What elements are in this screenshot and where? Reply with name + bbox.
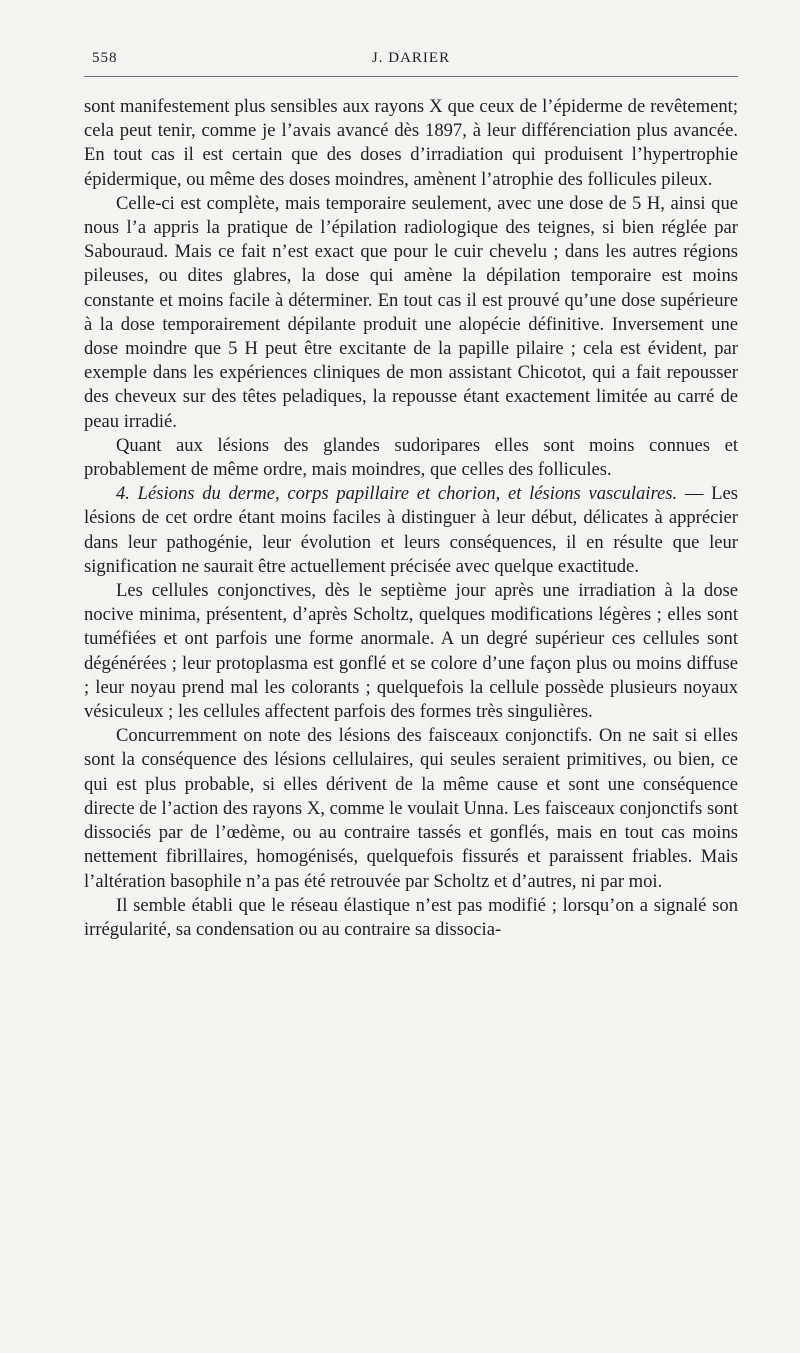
paragraph: Quant aux lésions des glandes sudoripares elles sont moins connues et probablement de même ordre, mais moindres, que celles des follicules. — [84, 434, 738, 481]
header-rule — [84, 76, 738, 77]
section-text: — Les lésions de cet ordre étant moins faciles à distinguer à leur début, délicates à apprécier dans leur pathogénie, leur évolution et leurs conséquences, il en résulte que leur signification ne saurait être actuellement précisée avec quelque exactitude. — [84, 483, 738, 577]
body-text — [84, 95, 738, 942]
section-paragraph — [84, 482, 738, 579]
paragraph: Celle-ci est complète, mais temporaire seulement, avec une dose de 5 H, ainsi que nous l’a appris la pratique de l’épilation radiologique des teignes, si bien réglée par Sabouraud. Mais ce fait n’est exact que pour le cuir chevelu ; dans les autres régions pileuses, ou dites glabres, la dose qui amène la dépilation temporaire est moins constante et moins facile à déterminer. En tout cas il est prouvé qu’une dose supérieure à la dose temporairement dépilante produit une alopécie définitive. Inversement une dose moindre que 5 H peut être excitante de la papille pilaire ; cela est évident, par exemple dans les expériences cliniques de mon assistant Chicotot, qui a fait repousser des cheveux sur des têtes peladiques, la repousse étant exactement limitée au carré de peau irradié. — [84, 192, 738, 432]
page-header — [84, 48, 738, 70]
paragraph: Concurremment on note des lésions des faisceaux conjonctifs. On ne sait si elles sont la conséquence des lésions cellulaires, qui seules seraient primitives, ou bien, ce qui est plus probable, si elles dérivent de la même cause et sont une conséquence directe de l’action des rayons X, comme le voulait Unna. Les faisceaux conjonctifs sont dissociés par de l’œdème, ou au contraire tassés et gonflés, mais en tout cas moins nettement fibrillaires, homogénisés, quelquefois fissurés et paraissent friables. Mais l’altération basophile n’a pas été retrouvée par Scholtz et d’autres, ni par moi. — [84, 725, 738, 892]
page-number: 558 — [92, 50, 118, 66]
running-head: J. DARIER — [371, 50, 451, 66]
paragraph: Les cellules conjonctives, dès le septième jour après une irradiation à la dose nocive minima, présentent, d’après Scholtz, quelques modifications légères ; elles sont tuméfiées et ont parfois une forme anormale. A un degré supérieur ces cellules sont dégénérées ; leur protoplasma est gonflé et se colore d’une façon plus ou moins diffuse ; leur noyau prend mal les colorants ; quelquefois la cellule possède plusieurs noyaux vésiculeux ; les cellules affectent parfois des formes très singulières. — [84, 580, 738, 723]
section-title: Lésions du derme, corps papillaire et chorion, et lésions vasculaires. — [137, 483, 678, 505]
section-number: 4. — [116, 483, 130, 505]
paragraph: sont manifestement plus sensibles aux rayons X que ceux de l’épiderme de revêtement; cela peut tenir, comme je l’avais avancé dès 1897, à leur différenciation plus avancée. En tout cas il est certain que des doses d’irradiation qui produisent l’hypertrophie épidermique, ou même des doses moindres, amènent l’atrophie des follicules pileux. — [84, 96, 738, 190]
book-page — [84, 48, 738, 942]
paragraph: Il semble établi que le réseau élastique n’est pas modifié ; lorsqu’on a signalé son irrégularité, sa condensation ou au contraire sa dissocia- — [84, 894, 738, 940]
